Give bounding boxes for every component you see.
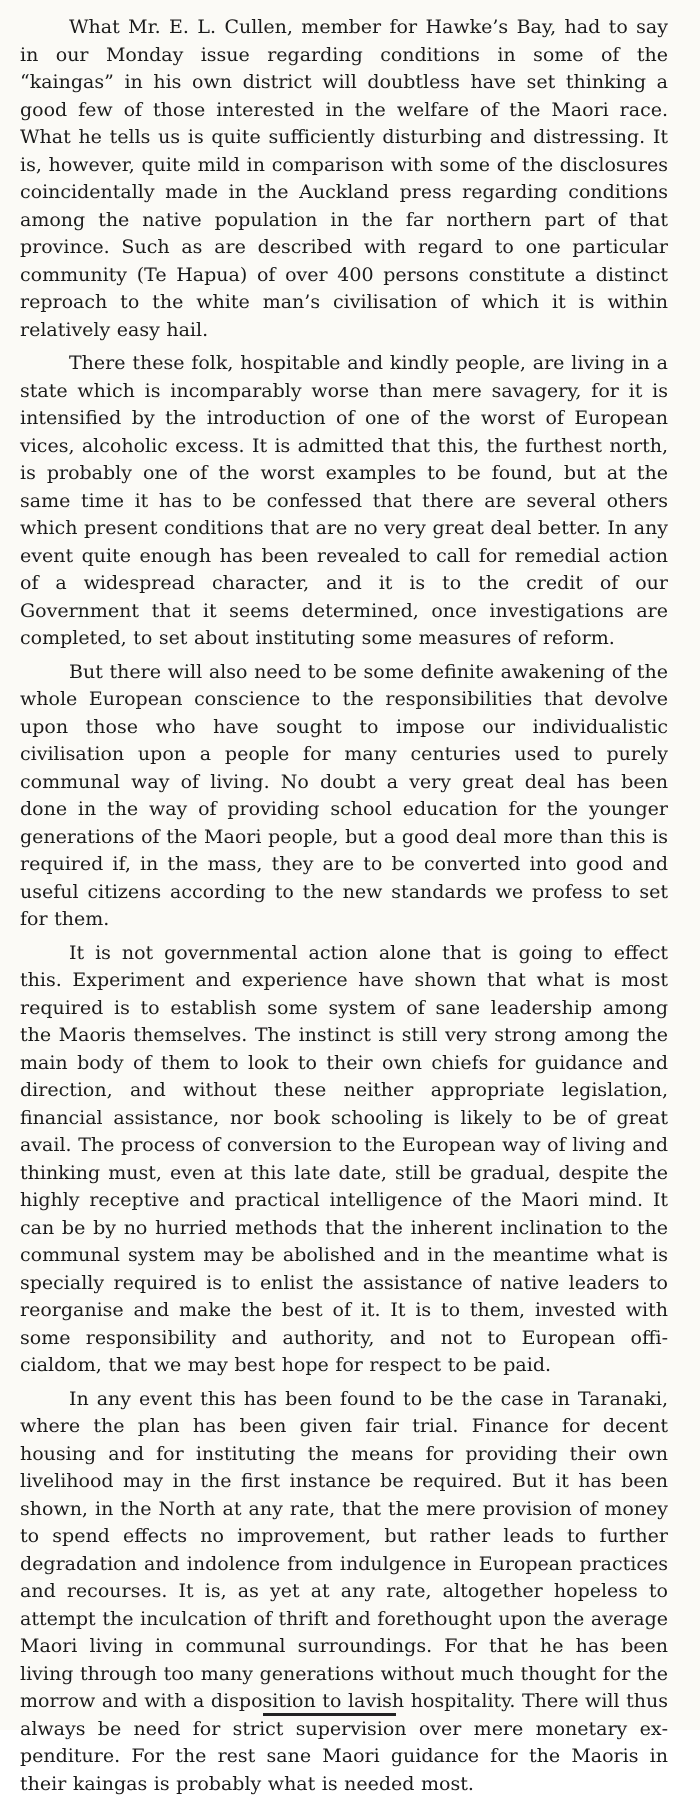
paragraph-5: In any event this has been found to be the case in Taranaki, where the plan has been given fair trial. Finance for decent housing and for instituting the means for providing their own livelihood may in the first instance be required. But it has been shown, in the North at any rate, that the mere provision of money to spend effects no improvement, but rather leads to further degradation and indolence from indulgence in European practices and recourses. It is, as yet at any rate, altogether hopeless to attempt the inculcation of thrift and forethought upon the average Maori living in communal surroundings. For that he has been living through too many generations without much thought for the morrow and with a disposition to lavish hospitality. There will thus always be need for strict supervision over mere monetary expenditure. For the rest sane Maori guidance for the Maoris in their kaingas is probably what is needed most. <box>20 1387 668 1795</box>
paragraph-3: But there will also need to be some definite awakening of the whole European conscience to the responsibilities that devolve upon those who have sought to impose our individualistic civilisation upon a people for many centuries used to purely communal way of living. No doubt a very great deal has been done in the way of providing school education for the younger generations of the Maori people, but a good deal more than this is required if, in the mass, they are to be converted into good and useful citizens according to the new standards we profess to set for them. <box>20 660 668 930</box>
paragraph-4: It is not governmental action alone that is going to effect this. Experiment and experience have shown that what is most required is to establish some system of sane leadership among the Maoris themselves. The instinct is still very strong among the main body of them to look to their own chiefs for guidance and direction, and without these neither appropriate legislation, financial assistance, nor book schooling is likely to be of great avail. The process of conversion to the European way of living and thinking must, even at this late date, still be gradual, despite the highly receptive and practical intelligence of the Maori mind. It can be by no hurried methods that the inherent inclination to the communal system may be abolished and in the meantime what is specially required is to enlist the assistance of native leaders to reorganise and make the best of it. It is to them, invested with some responsibility and authority, and not to European officialdom, that we may best hope for respect to be paid. <box>20 941 668 1376</box>
end-rule <box>263 1713 396 1716</box>
paragraph-1: What Mr. E. L. Cullen, member for Hawke’s Bay, had to say in our Monday issue regarding conditions in some of the “kaingas” in his own district will doubtless have set thinking a good few of those interested in the welfare of the Maori race. What he tells us is quite sufficiently disturbing and distressing. It is, however, quite mild in comparison with some of the disclosures coincidentally made in the Auckland press regarding conditions among the native population in the far northern part of that province. Such as are described with regard to one particular community (Te Hapua) of over 400 persons constitute a distinct reproach to the white man’s civilisation of which it is within relatively easy hail. <box>20 16 668 341</box>
editorial-column <box>20 14 668 1804</box>
paragraph-2: There these folk, hospitable and kindly people, are living in a state which is incomparably worse than mere savagery, for it is intensified by the introduction of one of the worst of European vices, alcoholic excess. It is admitted that this, the furthest north, is probably one of the worst examples to be found, but at the same time it has to be confessed that there are several others which present conditions that are no very great deal better. In any event quite enough has been revealed to call for remedial action of a widespread character, and it is to the credit of our Government that it seems determined, once investigations are completed, to set about instituting some measures of reform. <box>20 352 668 649</box>
